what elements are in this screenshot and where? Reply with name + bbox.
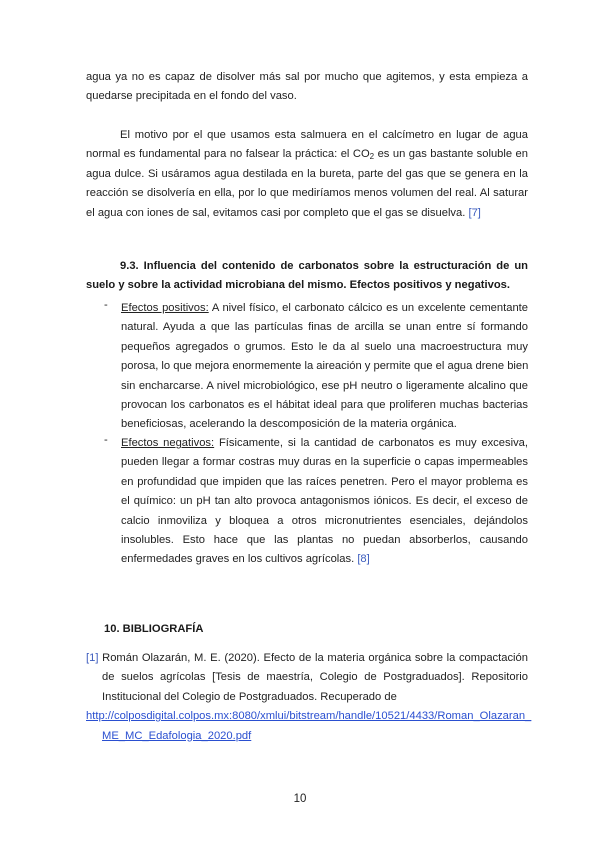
reference-number: [1]	[86, 652, 99, 664]
text-line: el agua con iones de sal, evitamos casi por completo que el gas se disuelva. [7]	[86, 206, 481, 219]
bullet-dash: -	[104, 299, 108, 311]
section-heading-9-3: 9.3. Influencia del contenido de carbonatos sobre la estructuración de un suelo y sobre la actividad microbiana del mismo. Efectos positivos y negativos.	[86, 260, 528, 292]
bullet-dash: -	[104, 434, 108, 446]
reference-url-link-continued[interactable]: ME_MC_Edafologia_2020.pdf	[102, 729, 252, 742]
reference-entry: [1] Román Olazarán, M. E. (2020). Efecto de la materia orgánica sobre la compactación de suelos agrícolas [Tesis de maestría, Colegio de Postgraduados]. Repositorio Institucional del Colegio de Postgraduados. Recuperado de http://colposdigital.colpos.mx:8080/xmlui/bitstream/handle/10521/4433/Roman_Olazaran_ ME_MC_Edafologia_2020.pdf	[86, 652, 532, 742]
citation-link[interactable]: [7]	[468, 206, 481, 219]
bullet-negative-effects: Efectos negativos: Físicamente, si la cantidad de carbonatos es muy excesiva, pueden llegar a formar costras muy duras en la superficie o capas impermeables en profundidad que impiden que las raíces penetren. Pero el mayor problema es el químico: un pH tan alto provoca antagonismos iónicos. Es decir, el exceso de calcio inmoviliza y bloquea a otros micronutrientes esenciales, dejándolos insolubles. Esto hace que las plantas no puedan absorberlos, causando enfermedades graves en los cultivos agrícolas. [8]	[121, 437, 529, 566]
text-line: agua dulce. Si usáramos agua destilada en la bureta, parte del gas que se genera en la	[86, 167, 528, 180]
bullet-positive-effects: Efectos positivos: A nivel físico, el carbonato cálcico es un excelente cementante natural. Ayuda a que las partículas finas de arcilla se unan entre sí formando pequeños agregados o grumos. Esto le da al suelo una macroestructura muy porosa, lo que mejora enormemente la aireación y permite que el agua drene bien sin encharcarse. A nivel microbiológico, ese pH neutro o ligeramente alcalino que provocan los carbonatos es el hábitat ideal para que proliferen muchas bacterias beneficiosas, acelerando la descomposición de la materia orgánica.	[121, 302, 529, 431]
page-number: 10	[293, 793, 307, 805]
bullet-label: Efectos negativos:	[121, 437, 215, 449]
citation-link[interactable]: [8]	[357, 553, 370, 566]
paragraph-salt-saturation	[86, 68, 528, 107]
text-line-co2: normal es fundamental para no falsear la práctica: el $CO_2$ es un gas bastante soluble en	[86, 148, 529, 162]
bullet-label: Efectos positivos:	[121, 302, 209, 314]
text-line: reacción se disolvería en ella, por lo que mediríamos menos volumen del real. Al saturar	[86, 187, 528, 200]
text-line: agua ya no es capaz de disolver más sal por mucho que agitemos, y esta empieza a	[86, 71, 528, 83]
reference-url-link[interactable]: http://colposdigital.colpos.mx:8080/xmlui/bitstream/handle/10521/4433/Roman_Olazaran_	[86, 710, 532, 723]
section-heading-bibliography: 10. BIBLIOGRAFÍA	[104, 623, 204, 635]
paragraph-brine-reason	[86, 126, 528, 223]
text-line: El motivo por el que usamos esta salmuera en el calcímetro en lugar de agua	[120, 129, 528, 141]
text-line: quedarse precipitada en el fondo del vaso.	[86, 90, 297, 103]
